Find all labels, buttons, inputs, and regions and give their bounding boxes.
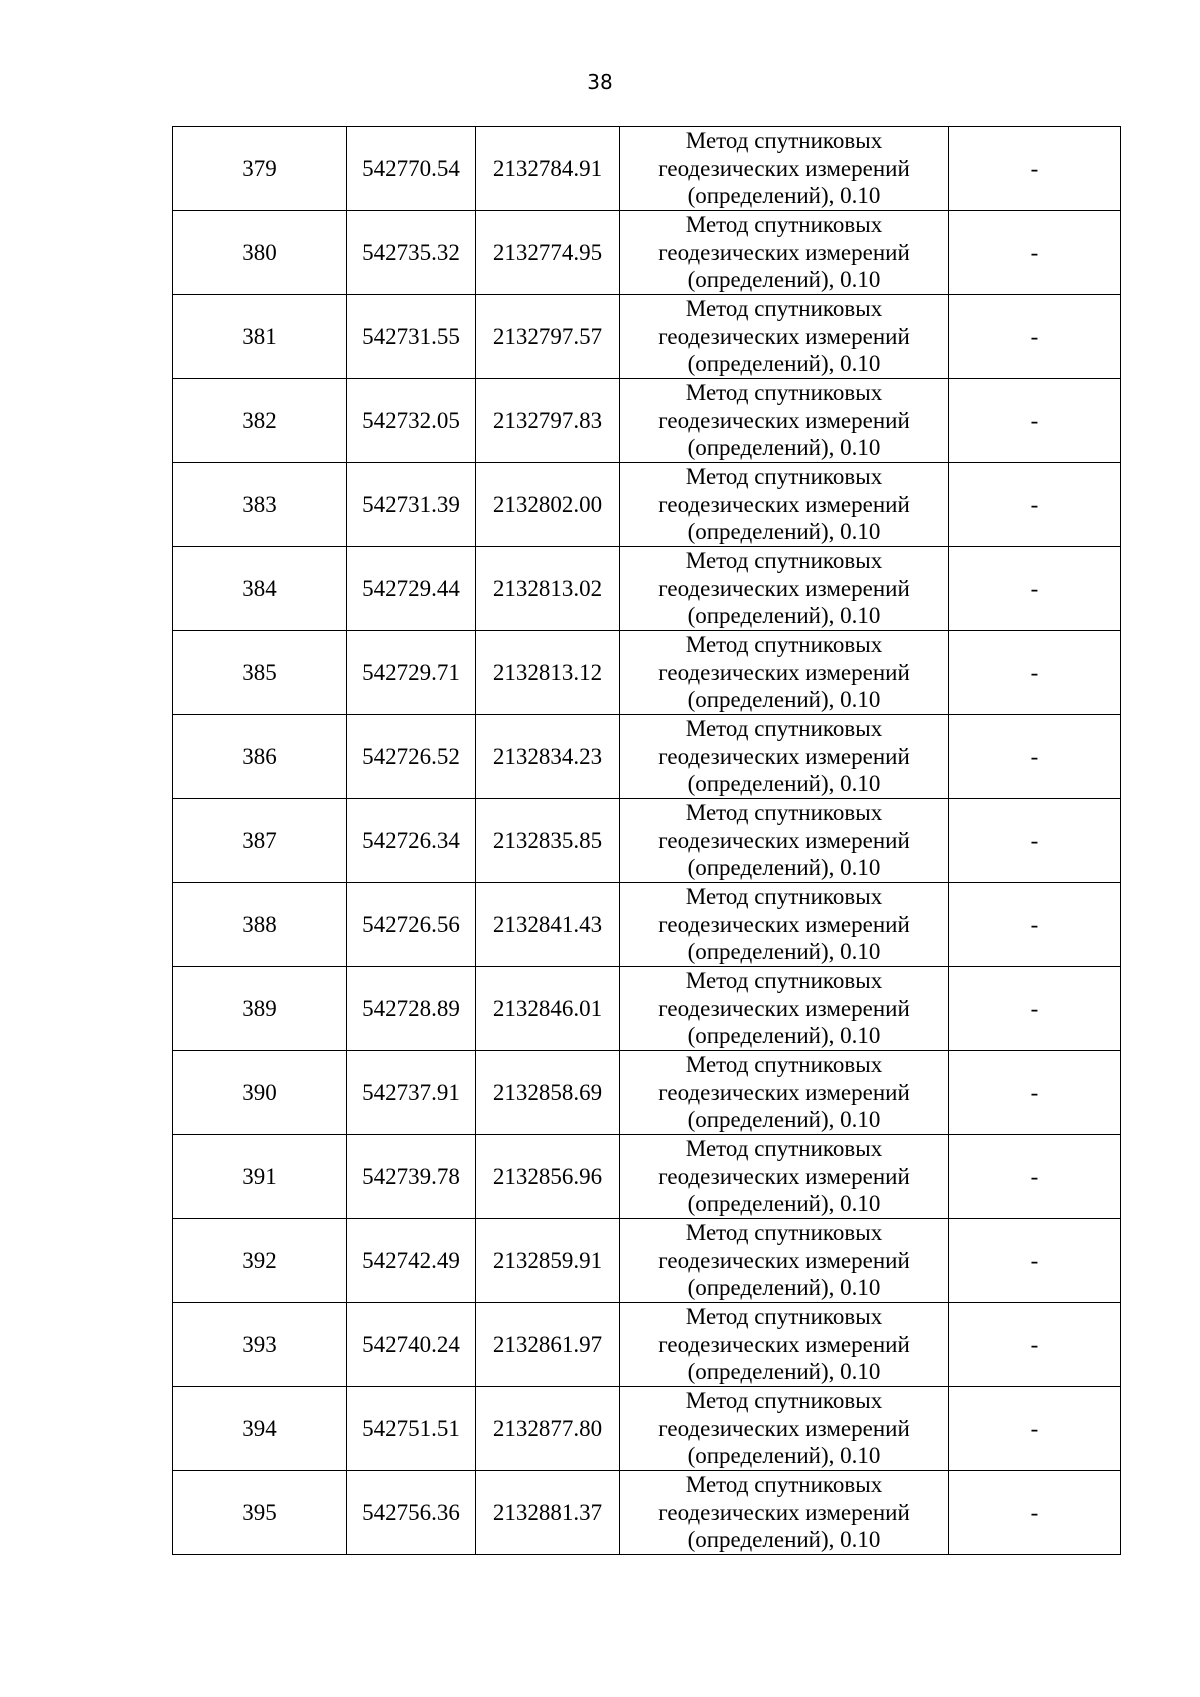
- method-text-line: (определений), 0.10: [687, 1107, 881, 1133]
- y-coordinate-cell: 2132802.00: [476, 463, 620, 547]
- y-coordinate-cell: 2132797.83: [476, 379, 620, 463]
- method-text-line: геодезических измерений: [658, 155, 910, 181]
- method-text-line: (определений), 0.10: [687, 1443, 881, 1469]
- point-number-cell: 381: [173, 295, 347, 379]
- x-coordinate-cell: 542726.56: [347, 883, 476, 967]
- point-number-cell: 391: [173, 1135, 347, 1219]
- method-cell: [620, 127, 949, 211]
- method-cell: [620, 463, 949, 547]
- note-cell: -: [949, 883, 1121, 967]
- note-cell: -: [949, 715, 1121, 799]
- method-cell: [620, 1219, 949, 1303]
- table-row: [173, 631, 1121, 715]
- note-cell: -: [949, 127, 1121, 211]
- method-text-line: (определений), 0.10: [687, 855, 881, 881]
- method-text-line: (определений), 0.10: [687, 267, 881, 293]
- table-row: [173, 295, 1121, 379]
- method-text-line: Метод спутниковых: [685, 128, 883, 154]
- table-row: [173, 1471, 1121, 1555]
- method-text-line: геодезических измерений: [658, 1415, 910, 1441]
- method-text-line: Метод спутниковых: [685, 884, 883, 910]
- method-text-line: геодезических измерений: [658, 575, 910, 601]
- method-text-line: геодезических измерений: [658, 1331, 910, 1357]
- y-coordinate-cell: 2132877.80: [476, 1387, 620, 1471]
- method-text-line: Метод спутниковых: [685, 548, 883, 574]
- method-text-line: (определений), 0.10: [687, 1275, 881, 1301]
- x-coordinate-cell: 542751.51: [347, 1387, 476, 1471]
- page-number: 38: [587, 70, 613, 94]
- table-row: [173, 211, 1121, 295]
- y-coordinate-cell: 2132859.91: [476, 1219, 620, 1303]
- x-coordinate-cell: 542731.55: [347, 295, 476, 379]
- point-number-cell: 389: [173, 967, 347, 1051]
- table-row: [173, 1135, 1121, 1219]
- method-cell: [620, 799, 949, 883]
- point-number-cell: 390: [173, 1051, 347, 1135]
- method-text-line: (определений), 0.10: [687, 939, 881, 965]
- method-cell: [620, 1135, 949, 1219]
- point-number-cell: 388: [173, 883, 347, 967]
- note-cell: -: [949, 1219, 1121, 1303]
- note-cell: -: [949, 211, 1121, 295]
- method-text-line: геодезических измерений: [658, 1247, 910, 1273]
- x-coordinate-cell: 542728.89: [347, 967, 476, 1051]
- table-row: [173, 1051, 1121, 1135]
- point-number-cell: 386: [173, 715, 347, 799]
- method-text-line: Метод спутниковых: [685, 212, 883, 238]
- table-row: [173, 463, 1121, 547]
- y-coordinate-cell: 2132797.57: [476, 295, 620, 379]
- note-cell: -: [949, 547, 1121, 631]
- point-number-cell: 380: [173, 211, 347, 295]
- method-cell: [620, 1471, 949, 1555]
- y-coordinate-cell: 2132813.12: [476, 631, 620, 715]
- table-row: [173, 883, 1121, 967]
- method-text-line: (определений), 0.10: [687, 603, 881, 629]
- y-coordinate-cell: 2132858.69: [476, 1051, 620, 1135]
- method-text-line: (определений), 0.10: [687, 1023, 881, 1049]
- method-cell: [620, 211, 949, 295]
- y-coordinate-cell: 2132813.02: [476, 547, 620, 631]
- method-text-line: геодезических измерений: [658, 491, 910, 517]
- note-cell: -: [949, 1051, 1121, 1135]
- table-row: [173, 799, 1121, 883]
- method-cell: [620, 547, 949, 631]
- point-number-cell: 385: [173, 631, 347, 715]
- note-cell: -: [949, 295, 1121, 379]
- method-text-line: (определений), 0.10: [687, 1359, 881, 1385]
- method-text-line: Метод спутниковых: [685, 380, 883, 406]
- point-number-cell: 383: [173, 463, 347, 547]
- method-text-line: Метод спутниковых: [685, 1472, 883, 1498]
- method-text-line: Метод спутниковых: [685, 1304, 883, 1330]
- table-row: [173, 1219, 1121, 1303]
- note-cell: -: [949, 967, 1121, 1051]
- method-text-line: геодезических измерений: [658, 239, 910, 265]
- y-coordinate-cell: 2132881.37: [476, 1471, 620, 1555]
- method-text-line: Метод спутниковых: [685, 1388, 883, 1414]
- x-coordinate-cell: 542731.39: [347, 463, 476, 547]
- method-text-line: (определений), 0.10: [687, 687, 881, 713]
- method-text-line: Метод спутниковых: [685, 1052, 883, 1078]
- method-cell: [620, 1303, 949, 1387]
- method-text-line: геодезических измерений: [658, 659, 910, 685]
- method-text-line: (определений), 0.10: [687, 435, 881, 461]
- method-cell: [620, 715, 949, 799]
- x-coordinate-cell: 542726.52: [347, 715, 476, 799]
- method-text-line: геодезических измерений: [658, 407, 910, 433]
- method-text-line: (определений), 0.10: [687, 771, 881, 797]
- table-row: [173, 1387, 1121, 1471]
- table-row: [173, 547, 1121, 631]
- method-cell: [620, 379, 949, 463]
- x-coordinate-cell: 542740.24: [347, 1303, 476, 1387]
- table-row: [173, 1303, 1121, 1387]
- y-coordinate-cell: 2132841.43: [476, 883, 620, 967]
- point-number-cell: 394: [173, 1387, 347, 1471]
- x-coordinate-cell: 542739.78: [347, 1135, 476, 1219]
- method-text-line: геодезических измерений: [658, 1163, 910, 1189]
- method-cell: [620, 295, 949, 379]
- note-cell: -: [949, 1303, 1121, 1387]
- method-cell: [620, 1387, 949, 1471]
- method-text-line: Метод спутниковых: [685, 296, 883, 322]
- method-text-line: Метод спутниковых: [685, 716, 883, 742]
- note-cell: -: [949, 799, 1121, 883]
- coordinates-table-body: [173, 127, 1121, 1555]
- coordinates-table: [172, 126, 1121, 1555]
- point-number-cell: 379: [173, 127, 347, 211]
- point-number-cell: 392: [173, 1219, 347, 1303]
- method-cell: [620, 631, 949, 715]
- method-text-line: геодезических измерений: [658, 995, 910, 1021]
- x-coordinate-cell: 542756.36: [347, 1471, 476, 1555]
- method-text-line: геодезических измерений: [658, 1499, 910, 1525]
- note-cell: -: [949, 1387, 1121, 1471]
- method-text-line: Метод спутниковых: [685, 464, 883, 490]
- y-coordinate-cell: 2132835.85: [476, 799, 620, 883]
- table-row: [173, 379, 1121, 463]
- x-coordinate-cell: 542770.54: [347, 127, 476, 211]
- x-coordinate-cell: 542732.05: [347, 379, 476, 463]
- y-coordinate-cell: 2132861.97: [476, 1303, 620, 1387]
- table-row: [173, 967, 1121, 1051]
- method-text-line: Метод спутниковых: [685, 968, 883, 994]
- method-cell: [620, 1051, 949, 1135]
- x-coordinate-cell: 542729.71: [347, 631, 476, 715]
- method-text-line: Метод спутниковых: [685, 632, 883, 658]
- note-cell: -: [949, 1471, 1121, 1555]
- method-text-line: (определений), 0.10: [687, 183, 881, 209]
- x-coordinate-cell: 542726.34: [347, 799, 476, 883]
- x-coordinate-cell: 542729.44: [347, 547, 476, 631]
- method-text-line: геодезических измерений: [658, 743, 910, 769]
- y-coordinate-cell: 2132834.23: [476, 715, 620, 799]
- x-coordinate-cell: 542735.32: [347, 211, 476, 295]
- point-number-cell: 395: [173, 1471, 347, 1555]
- method-text-line: (определений), 0.10: [687, 1527, 881, 1553]
- table-row: [173, 127, 1121, 211]
- note-cell: -: [949, 631, 1121, 715]
- point-number-cell: 384: [173, 547, 347, 631]
- method-cell: [620, 883, 949, 967]
- method-text-line: геодезических измерений: [658, 911, 910, 937]
- y-coordinate-cell: 2132856.96: [476, 1135, 620, 1219]
- method-cell: [620, 967, 949, 1051]
- method-text-line: Метод спутниковых: [685, 800, 883, 826]
- method-text-line: Метод спутниковых: [685, 1136, 883, 1162]
- point-number-cell: 387: [173, 799, 347, 883]
- table-row: [173, 715, 1121, 799]
- method-text-line: (определений), 0.10: [687, 1191, 881, 1217]
- y-coordinate-cell: 2132846.01: [476, 967, 620, 1051]
- method-text-line: геодезических измерений: [658, 323, 910, 349]
- x-coordinate-cell: 542737.91: [347, 1051, 476, 1135]
- y-coordinate-cell: 2132774.95: [476, 211, 620, 295]
- note-cell: -: [949, 1135, 1121, 1219]
- point-number-cell: 393: [173, 1303, 347, 1387]
- note-cell: -: [949, 463, 1121, 547]
- method-text-line: Метод спутниковых: [685, 1220, 883, 1246]
- method-text-line: геодезических измерений: [658, 1079, 910, 1105]
- point-number-cell: 382: [173, 379, 347, 463]
- method-text-line: (определений), 0.10: [687, 351, 881, 377]
- x-coordinate-cell: 542742.49: [347, 1219, 476, 1303]
- y-coordinate-cell: 2132784.91: [476, 127, 620, 211]
- method-text-line: геодезических измерений: [658, 827, 910, 853]
- note-cell: -: [949, 379, 1121, 463]
- method-text-line: (определений), 0.10: [687, 519, 881, 545]
